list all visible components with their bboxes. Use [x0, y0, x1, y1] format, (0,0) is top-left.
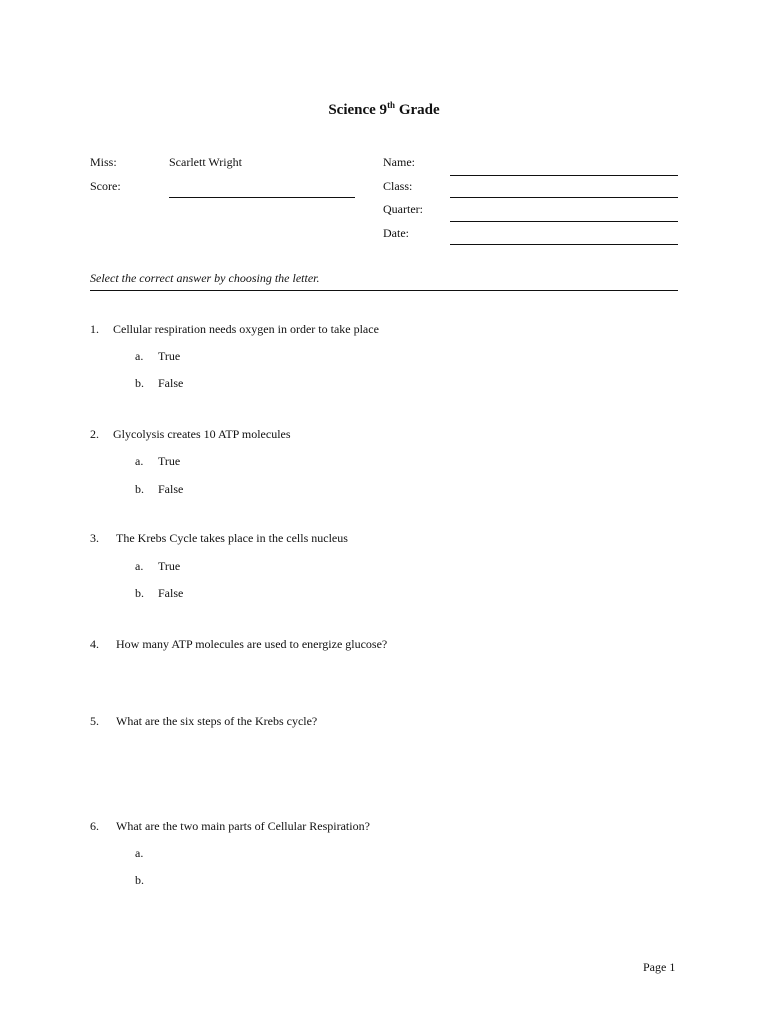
name-label: Name:: [383, 155, 415, 169]
name-field[interactable]: [450, 175, 678, 176]
page-title: Science 9th Grade: [328, 100, 440, 118]
question-text: The Krebs Cycle takes place in the cells nucleus: [116, 531, 348, 545]
question-number: 2.: [90, 427, 99, 441]
option-letter: b.: [135, 586, 144, 600]
page-number: Page 1: [643, 960, 676, 974]
option-letter: b.: [135, 376, 144, 390]
date-field[interactable]: [450, 244, 678, 245]
option-text: True: [158, 559, 181, 573]
class-label: Class:: [383, 179, 413, 193]
option-letter: a.: [135, 349, 144, 363]
question-text: What are the six steps of the Krebs cycle?: [116, 714, 318, 728]
score-label: Score:: [90, 179, 121, 193]
score-field[interactable]: [169, 197, 355, 198]
question-number: 3.: [90, 531, 99, 545]
class-field[interactable]: [450, 197, 678, 198]
question-number: 4.: [90, 637, 99, 651]
option-letter: b.: [135, 873, 144, 887]
option-text: False: [158, 482, 184, 496]
option-letter: a.: [135, 559, 144, 573]
option-letter: b.: [135, 482, 144, 496]
option-text: True: [158, 454, 181, 468]
option-text: False: [158, 376, 184, 390]
question-text: What are the two main parts of Cellular Respiration?: [116, 819, 370, 833]
question-text: Glycolysis creates 10 ATP molecules: [113, 427, 291, 441]
question-number: 5.: [90, 714, 99, 728]
option-text: False: [158, 586, 184, 600]
quarter-label: Quarter:: [383, 202, 423, 216]
date-label: Date:: [383, 226, 409, 240]
option-letter: a.: [135, 846, 144, 860]
question-number: 1.: [90, 322, 99, 336]
miss-label: Miss:: [90, 155, 117, 169]
divider: [90, 290, 678, 291]
quarter-field[interactable]: [450, 221, 678, 222]
question-number: 6.: [90, 819, 99, 833]
instructions: Select the correct answer by choosing the letter.: [90, 271, 320, 285]
option-letter: a.: [135, 454, 144, 468]
question-text: How many ATP molecules are used to energize glucose?: [116, 637, 388, 651]
teacher-name: Scarlett Wright: [169, 155, 242, 169]
question-text: Cellular respiration needs oxygen in order to take place: [113, 322, 379, 336]
option-text: True: [158, 349, 181, 363]
